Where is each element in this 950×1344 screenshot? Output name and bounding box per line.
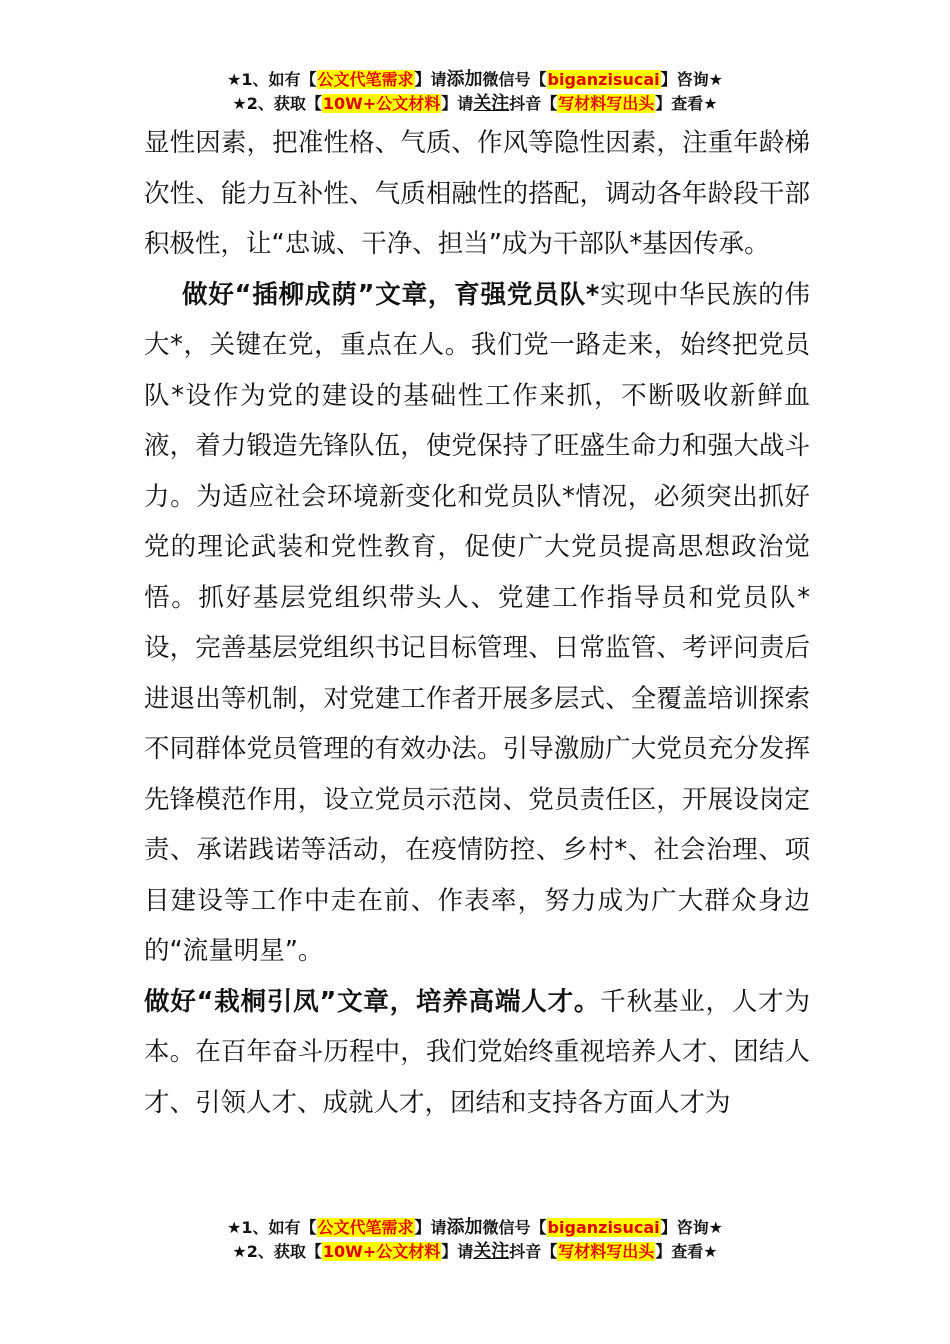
banner-text: ★1、如有【 xyxy=(227,1218,317,1237)
header-banner xyxy=(0,68,950,116)
banner-text: 】请 xyxy=(441,1242,474,1261)
banner-text: 】查看★ xyxy=(655,1242,718,1261)
banner-highlight: 10W+公文材料 xyxy=(322,94,441,113)
banner-emphasis: 关注 xyxy=(473,1241,510,1262)
banner-highlight: 写材料写出头 xyxy=(558,1242,655,1261)
banner-emphasis: 添加 xyxy=(446,69,483,90)
paragraph-heading: 做好“插柳成荫”文章，育强党员队* xyxy=(182,279,600,310)
banner-highlight: biganzisucai xyxy=(547,1218,660,1237)
paragraph-talent xyxy=(144,977,810,1129)
banner-text: 抖音【 xyxy=(509,1242,558,1261)
banner-text: 】请 xyxy=(441,94,474,113)
banner-text: 】请 xyxy=(414,70,447,89)
banner-text: 】请 xyxy=(414,1218,447,1237)
banner-line-1 xyxy=(0,1216,950,1240)
banner-text: ★1、如有【 xyxy=(227,70,317,89)
paragraph-heading: 做好“栽桐引凤”文章，培养高端人才。 xyxy=(144,986,601,1017)
banner-line-1 xyxy=(0,68,950,92)
banner-text: 微信号【 xyxy=(482,1218,547,1237)
banner-text: 微信号【 xyxy=(482,70,547,89)
footer-banner xyxy=(0,1216,950,1264)
banner-text: 】查看★ xyxy=(655,94,718,113)
banner-line-2 xyxy=(0,92,950,116)
banner-line-2 xyxy=(0,1240,950,1264)
banner-text: ★2、获取【 xyxy=(232,94,322,113)
paragraph-party-members xyxy=(144,270,810,977)
banner-highlight: 公文代笔需求 xyxy=(317,70,414,89)
banner-highlight: 10W+公文材料 xyxy=(322,1242,441,1261)
banner-text: 抖音【 xyxy=(509,94,558,113)
paragraph-text: 实现中华民族的伟大*，关键在党，重点在人。我们党一路走来，始终把党员队*设作为党的建设的基础性工作来抓，不断吸收新鲜血液，着力锻造先锋队伍，使党保持了旺盛生命力和强大战斗力。为适应社会环境新变化和党员队*情况，必须突出抓好党的理论武装和党性教育，促使广大党员提高思想政治觉悟。抓好基层党组织带头人、党建工作指导员和党员队*设，完善基层党组织书记目标管理、日常监管、考评问责后进退出等机制，对党建工作者开展多层式、全覆盖培训探索不同群体党员管理的有效办法。引导激励广大党员充分发挥先锋模范作用，设立党员示范岗、党员责任区，开展设岗定责、承诺践诺等活动，在疫情防控、乡村*、社会治理、项目建设等工作中走在前、作表率，努力成为广大群众身边的“流量明星”。 xyxy=(144,279,810,966)
paragraph-text: 千秋基业，人才为本。在百年奋斗历程中，我们党始终重视培养人才、团结人才、引领人才、成就人才，团结和支持各方面人才为 xyxy=(144,986,810,1118)
banner-text: ★2、获取【 xyxy=(232,1242,322,1261)
banner-highlight: 写材料写出头 xyxy=(558,94,655,113)
banner-emphasis: 添加 xyxy=(446,1217,483,1238)
banner-highlight: 公文代笔需求 xyxy=(317,1218,414,1237)
banner-text: 】咨询★ xyxy=(660,70,723,89)
banner-highlight: biganzisucai xyxy=(547,70,660,89)
banner-text: 】咨询★ xyxy=(660,1218,723,1237)
document-body xyxy=(144,118,810,1128)
banner-emphasis: 关注 xyxy=(473,93,510,114)
paragraph-continued: 显性因素，把准性格、气质、作风等隐性因素，注重年龄梯次性、能力互补性、气质相融性的搭配，调动各年龄段干部积极性，让“忠诚、干净、担当”成为干部队*基因传承。 xyxy=(144,128,810,259)
